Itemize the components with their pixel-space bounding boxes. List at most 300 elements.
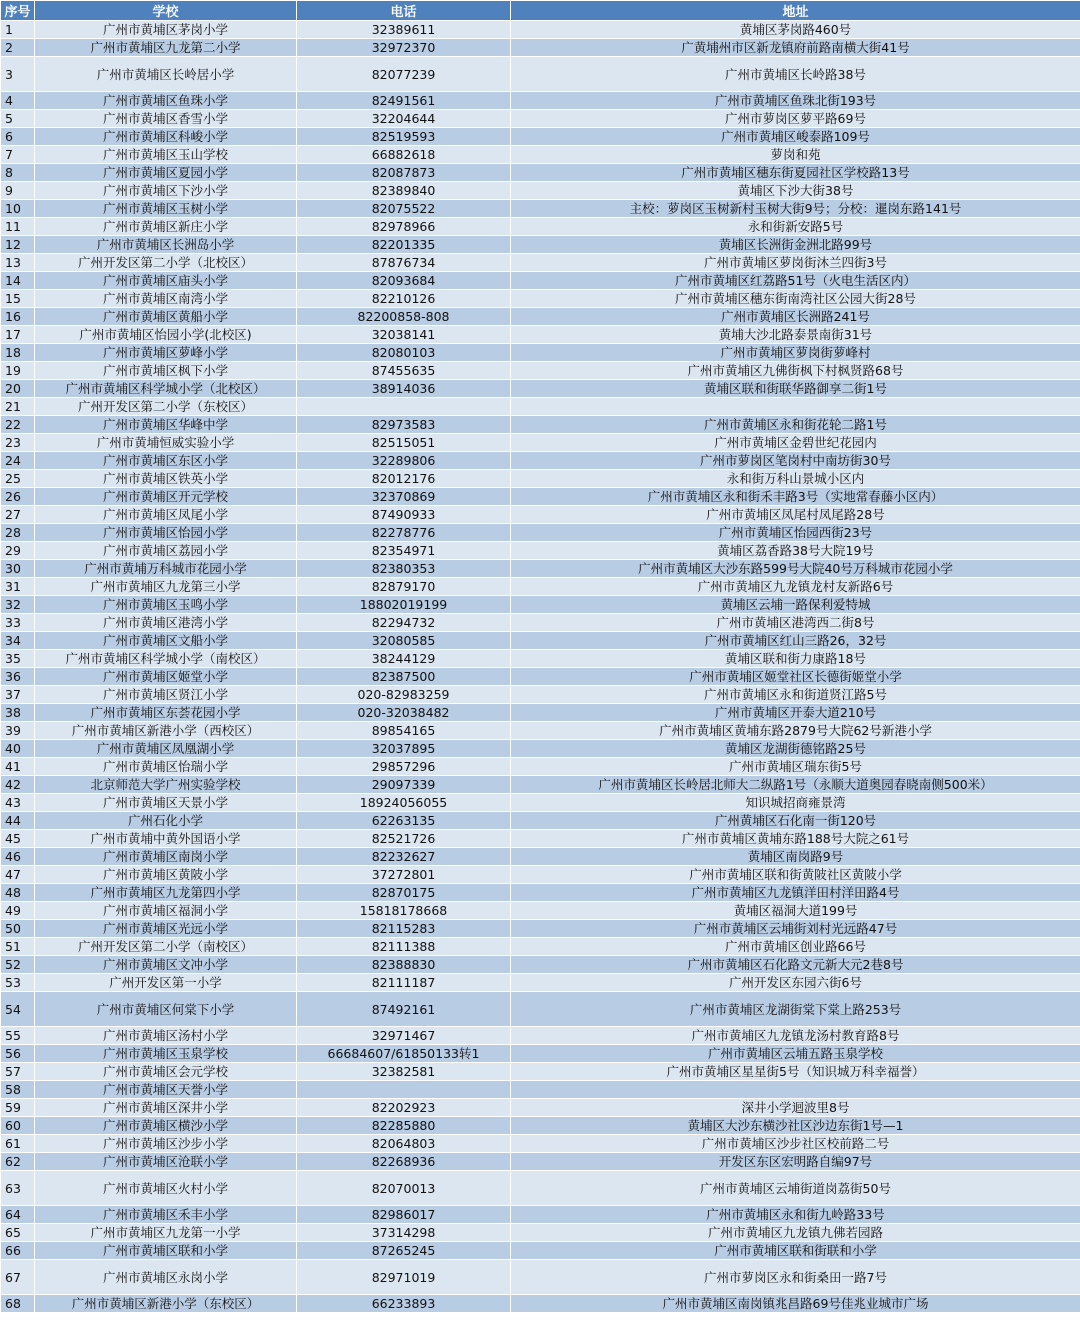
cell-index: 5: [1, 110, 35, 128]
cell-index: 1: [1, 21, 35, 39]
cell-address: 广州市黄埔区长洲路241号: [511, 308, 1080, 326]
table-row: [1, 776, 1080, 794]
table-row: [1, 308, 1080, 326]
table-row: [1, 1260, 1080, 1295]
cell-phone: 82978966: [297, 218, 511, 236]
cell-index: 39: [1, 722, 35, 740]
cell-phone: 62263135: [297, 812, 511, 830]
cell-school: 广州市黄埔区天景小学: [35, 794, 297, 812]
table-row: [1, 686, 1080, 704]
cell-index: 54: [1, 992, 35, 1027]
cell-phone: 82380353: [297, 560, 511, 578]
cell-address: 广州市黄埔区龙湖街棠下棠上路253号: [511, 992, 1080, 1027]
cell-phone: 32038141: [297, 326, 511, 344]
cell-school: 广州市黄埔区火村小学: [35, 1171, 297, 1206]
cell-phone: 37314298: [297, 1224, 511, 1242]
cell-school: 广州市黄埔区开元学校: [35, 488, 297, 506]
cell-school: 广州市黄埔恒威实验小学: [35, 434, 297, 452]
cell-address: 黄埔区下沙大街38号: [511, 182, 1080, 200]
cell-address: 广黄埔州市区新龙镇府前路南横大街41号: [511, 39, 1080, 57]
cell-phone: 32037895: [297, 740, 511, 758]
cell-phone: 87265245: [297, 1242, 511, 1260]
cell-phone: 82075522: [297, 200, 511, 218]
cell-address: 广州市黄埔区姬堂社区长德街姬堂小学: [511, 668, 1080, 686]
cell-school: 广州石化小学: [35, 812, 297, 830]
cell-school: 广州市黄埔区九龙第三小学: [35, 578, 297, 596]
cell-phone: 82285880: [297, 1117, 511, 1135]
cell-school: 广州市黄埔区会元学校: [35, 1063, 297, 1081]
cell-index: 60: [1, 1117, 35, 1135]
cell-phone: 82111187: [297, 974, 511, 992]
cell-index: 50: [1, 920, 35, 938]
cell-phone: 66882618: [297, 146, 511, 164]
cell-school: 广州市黄埔区怡园小学(北校区): [35, 326, 297, 344]
header-address: 地址: [511, 1, 1080, 21]
cell-school: 广州市黄埔区九龙第二小学: [35, 39, 297, 57]
cell-phone: 82986017: [297, 1206, 511, 1224]
cell-school: 广州市黄埔区玉泉学校: [35, 1045, 297, 1063]
table-row: [1, 542, 1080, 560]
cell-phone: 66233893: [297, 1295, 511, 1313]
table-row: [1, 434, 1080, 452]
cell-address: 广州市黄埔区云埔五路玉泉学校: [511, 1045, 1080, 1063]
cell-address: 黄埔区云埔一路保利爱特城: [511, 596, 1080, 614]
cell-phone: 15818178668: [297, 902, 511, 920]
cell-school: 广州市黄埔区东荟花园小学: [35, 704, 297, 722]
cell-school: 广州市黄埔区玉树小学: [35, 200, 297, 218]
cell-address: 永和街新安路5号: [511, 218, 1080, 236]
cell-phone: 87876734: [297, 254, 511, 272]
cell-index: 46: [1, 848, 35, 866]
cell-index: 27: [1, 506, 35, 524]
table-row: [1, 326, 1080, 344]
cell-school: 广州市黄埔区科峻小学: [35, 128, 297, 146]
cell-school: 广州市黄埔区荔园小学: [35, 542, 297, 560]
cell-address: 广州市黄埔区黄埔东路2879号大院62号新港小学: [511, 722, 1080, 740]
cell-address: 广州市黄埔区怡园西街23号: [511, 524, 1080, 542]
table-body: [1, 21, 1080, 1313]
cell-address: 广州市黄埔区穗东街南湾社区公园大街28号: [511, 290, 1080, 308]
cell-school: 广州市黄埔区新港小学（西校区）: [35, 722, 297, 740]
table-row: [1, 1063, 1080, 1081]
table-row: [1, 884, 1080, 902]
cell-phone: 020-82983259: [297, 686, 511, 704]
cell-school: 广州市黄埔区香雪小学: [35, 110, 297, 128]
cell-address: 广州市黄埔区南岗镇兆昌路69号佳兆业城市广场: [511, 1295, 1080, 1313]
cell-school: 广州市黄埔区华峰中学: [35, 416, 297, 434]
cell-index: 7: [1, 146, 35, 164]
cell-address: 广州市黄埔区星星街5号（知识城万科幸福誉）: [511, 1063, 1080, 1081]
cell-index: 62: [1, 1153, 35, 1171]
table-row: [1, 848, 1080, 866]
cell-school: 广州市黄埔区汤村小学: [35, 1027, 297, 1045]
table-row: [1, 110, 1080, 128]
cell-phone: 32289806: [297, 452, 511, 470]
cell-phone: 87492161: [297, 992, 511, 1027]
cell-address: 开发区东区宏明路自编97号: [511, 1153, 1080, 1171]
table-row: [1, 668, 1080, 686]
table-row: [1, 1117, 1080, 1135]
cell-index: 43: [1, 794, 35, 812]
cell-phone: 82115283: [297, 920, 511, 938]
table-row: [1, 1099, 1080, 1117]
table-row: [1, 722, 1080, 740]
cell-address: 广州市黄埔区开泰大道210号: [511, 704, 1080, 722]
cell-phone: 18924056055: [297, 794, 511, 812]
cell-index: 11: [1, 218, 35, 236]
table-row: [1, 1242, 1080, 1260]
cell-phone: 82519593: [297, 128, 511, 146]
header-index: 序号: [1, 1, 35, 21]
table-row: [1, 272, 1080, 290]
table-row: [1, 488, 1080, 506]
cell-phone: 82515051: [297, 434, 511, 452]
cell-address: 广州市黄埔区联和街联和小学: [511, 1242, 1080, 1260]
table-row: [1, 1295, 1080, 1313]
cell-phone: 82200858-808: [297, 308, 511, 326]
cell-index: 33: [1, 614, 35, 632]
cell-school: 广州市黄埔区凤凰湖小学: [35, 740, 297, 758]
cell-address: 广州市黄埔区九龙镇龙村友新路6号: [511, 578, 1080, 596]
cell-phone: 87490933: [297, 506, 511, 524]
cell-index: 68: [1, 1295, 35, 1313]
cell-index: 9: [1, 182, 35, 200]
cell-school: 广州开发区第二小学（东校区）: [35, 398, 297, 416]
cell-address: 广州市黄埔区长岭路38号: [511, 57, 1080, 92]
table-row: [1, 1224, 1080, 1242]
cell-school: 广州市黄埔区鱼珠小学: [35, 92, 297, 110]
header-row: [1, 1, 1080, 21]
cell-phone: 82210126: [297, 290, 511, 308]
cell-school: 广州开发区第二小学（南校区）: [35, 938, 297, 956]
cell-index: 57: [1, 1063, 35, 1081]
cell-school: 广州市黄埔区深井小学: [35, 1099, 297, 1117]
cell-address: 广州市黄埔区鱼珠北街193号: [511, 92, 1080, 110]
cell-phone: 82087873: [297, 164, 511, 182]
cell-address: 广州市黄埔区永和街道贤江路5号: [511, 686, 1080, 704]
table-row: [1, 992, 1080, 1027]
cell-phone: 32204644: [297, 110, 511, 128]
cell-school: 广州开发区第一小学: [35, 974, 297, 992]
cell-index: 38: [1, 704, 35, 722]
cell-phone: 32389611: [297, 21, 511, 39]
cell-index: 29: [1, 542, 35, 560]
cell-index: 67: [1, 1260, 35, 1295]
cell-address: 广州市黄埔区永和街禾丰路3号（实地常春藤小区内）: [511, 488, 1080, 506]
cell-phone: 18802019199: [297, 596, 511, 614]
table-row: [1, 380, 1080, 398]
cell-address: 广州黄埔区石化南一街120号: [511, 812, 1080, 830]
cell-index: 65: [1, 1224, 35, 1242]
cell-index: 19: [1, 362, 35, 380]
cell-address: 广州市黄埔区峻泰路109号: [511, 128, 1080, 146]
cell-phone: 82080103: [297, 344, 511, 362]
cell-school: 广州市黄埔区黄船小学: [35, 308, 297, 326]
table-row: [1, 578, 1080, 596]
table-row: [1, 1081, 1080, 1099]
cell-index: 40: [1, 740, 35, 758]
cell-address: 广州市黄埔区长岭居北师大二纵路1号（永顺大道奥园春晓南侧500米）: [511, 776, 1080, 794]
cell-address: 广州市萝岗区永和街桑田一路7号: [511, 1260, 1080, 1295]
table-row: [1, 398, 1080, 416]
cell-index: 26: [1, 488, 35, 506]
cell-index: 30: [1, 560, 35, 578]
table-row: [1, 1153, 1080, 1171]
cell-index: 20: [1, 380, 35, 398]
table-row: [1, 1171, 1080, 1206]
cell-address: 广州市黄埔区云埔街道岗荔街50号: [511, 1171, 1080, 1206]
cell-school: 广州市黄埔区何棠下小学: [35, 992, 297, 1027]
cell-phone: 82093684: [297, 272, 511, 290]
cell-phone: 82232627: [297, 848, 511, 866]
cell-index: 8: [1, 164, 35, 182]
cell-school: 广州市黄埔区科学城小学（南校区）: [35, 650, 297, 668]
cell-phone: 29857296: [297, 758, 511, 776]
table-row: [1, 470, 1080, 488]
table-row: [1, 758, 1080, 776]
cell-address: 广州市黄埔区萝岗街萝峰村: [511, 344, 1080, 362]
cell-school: 广州开发区第二小学（北校区）: [35, 254, 297, 272]
cell-phone: 020-32038482: [297, 704, 511, 722]
cell-address: 广州市黄埔区瑞东街5号: [511, 758, 1080, 776]
cell-school: 广州市黄埔区联和小学: [35, 1242, 297, 1260]
cell-school: 广州市黄埔区怡瑞小学: [35, 758, 297, 776]
cell-address: 广州市萝岗区笔岗村中南坊街30号: [511, 452, 1080, 470]
cell-index: 47: [1, 866, 35, 884]
table-row: [1, 506, 1080, 524]
table-row: [1, 632, 1080, 650]
cell-phone: 82201335: [297, 236, 511, 254]
cell-phone: [297, 398, 511, 416]
cell-index: 12: [1, 236, 35, 254]
cell-index: 48: [1, 884, 35, 902]
cell-school: 广州市黄埔区长洲岛小学: [35, 236, 297, 254]
cell-index: 25: [1, 470, 35, 488]
cell-index: 64: [1, 1206, 35, 1224]
cell-school: 广州市黄埔区南岗小学: [35, 848, 297, 866]
cell-school: 广州市黄埔区枫下小学: [35, 362, 297, 380]
cell-index: 13: [1, 254, 35, 272]
cell-index: 21: [1, 398, 35, 416]
table-row: [1, 524, 1080, 542]
cell-phone: 82070013: [297, 1171, 511, 1206]
cell-phone: 89854165: [297, 722, 511, 740]
cell-address: 广州市黄埔区沙步社区校前路二号: [511, 1135, 1080, 1153]
table-row: [1, 938, 1080, 956]
cell-school: 广州市黄埔区萝峰小学: [35, 344, 297, 362]
cell-index: 52: [1, 956, 35, 974]
cell-index: 55: [1, 1027, 35, 1045]
cell-address: 黄埔区福洞大道199号: [511, 902, 1080, 920]
cell-index: 53: [1, 974, 35, 992]
cell-phone: 82388830: [297, 956, 511, 974]
cell-index: 4: [1, 92, 35, 110]
cell-index: 63: [1, 1171, 35, 1206]
cell-address: 广州市黄埔区创业路66号: [511, 938, 1080, 956]
cell-school: 广州市黄埔区铁英小学: [35, 470, 297, 488]
cell-index: 51: [1, 938, 35, 956]
cell-school: 广州市黄埔区港湾小学: [35, 614, 297, 632]
table-row: [1, 812, 1080, 830]
cell-index: 15: [1, 290, 35, 308]
cell-address: 黄埔大沙北路泰景南街31号: [511, 326, 1080, 344]
cell-school: 广州市黄埔区横沙小学: [35, 1117, 297, 1135]
cell-phone: 82973583: [297, 416, 511, 434]
cell-school: 广州市黄埔区科学城小学（北校区）: [35, 380, 297, 398]
table-row: [1, 200, 1080, 218]
cell-address: 广州市黄埔区萝岗街沐兰四街3号: [511, 254, 1080, 272]
cell-index: 10: [1, 200, 35, 218]
cell-phone: 82111388: [297, 938, 511, 956]
table-row: [1, 92, 1080, 110]
cell-address: 广州市黄埔区黄埔东路188号大院之61号: [511, 830, 1080, 848]
cell-index: 41: [1, 758, 35, 776]
cell-phone: 82202923: [297, 1099, 511, 1117]
cell-school: 广州市黄埔区怡园小学: [35, 524, 297, 542]
cell-phone: 82268936: [297, 1153, 511, 1171]
table-row: [1, 740, 1080, 758]
cell-school: 广州市黄埔区天誉小学: [35, 1081, 297, 1099]
cell-address: 广州市萝岗区萝平路69号: [511, 110, 1080, 128]
cell-index: 14: [1, 272, 35, 290]
cell-index: 6: [1, 128, 35, 146]
cell-address: 广州市黄埔区九龙镇龙汤村教育路8号: [511, 1027, 1080, 1045]
cell-school: 广州市黄埔区东区小学: [35, 452, 297, 470]
cell-school: 广州市黄埔区禾丰小学: [35, 1206, 297, 1224]
cell-address: 广州市黄埔区凤尾村凤尾路28号: [511, 506, 1080, 524]
cell-address: 黄埔区长洲街金洲北路99号: [511, 236, 1080, 254]
cell-school: 广州市黄埔区新港小学（东校区）: [35, 1295, 297, 1313]
cell-phone: 82064803: [297, 1135, 511, 1153]
cell-school: 广州市黄埔万科城市花园小学: [35, 560, 297, 578]
cell-school: 广州市黄埔区下沙小学: [35, 182, 297, 200]
cell-address: 黄埔区龙湖街德铭路25号: [511, 740, 1080, 758]
cell-address: 广州市黄埔区云埔街刘村光远路47号: [511, 920, 1080, 938]
cell-phone: 29097339: [297, 776, 511, 794]
cell-school: 广州市黄埔区庙头小学: [35, 272, 297, 290]
table-row: [1, 254, 1080, 272]
table-row: [1, 146, 1080, 164]
table-row: [1, 920, 1080, 938]
cell-phone: 82278776: [297, 524, 511, 542]
table-row: [1, 794, 1080, 812]
cell-index: 28: [1, 524, 35, 542]
table-row: [1, 614, 1080, 632]
cell-index: 17: [1, 326, 35, 344]
cell-address: 广州市黄埔区九佛街枫下村枫贤路68号: [511, 362, 1080, 380]
cell-address: 广州开发区东园六街6号: [511, 974, 1080, 992]
cell-phone: 38244129: [297, 650, 511, 668]
cell-index: 2: [1, 39, 35, 57]
cell-phone: 82077239: [297, 57, 511, 92]
cell-school: 广州市黄埔区凤尾小学: [35, 506, 297, 524]
cell-phone: 82294732: [297, 614, 511, 632]
table-row: [1, 1135, 1080, 1153]
header-phone: 电话: [297, 1, 511, 21]
cell-index: 37: [1, 686, 35, 704]
cell-school: 广州市黄埔区光远小学: [35, 920, 297, 938]
cell-phone: 38914036: [297, 380, 511, 398]
table-row: [1, 218, 1080, 236]
cell-school: 广州市黄埔区长岭居小学: [35, 57, 297, 92]
cell-phone: 32972370: [297, 39, 511, 57]
cell-address: 广州市黄埔区穗东街夏园社区学校路13号: [511, 164, 1080, 182]
cell-index: 18: [1, 344, 35, 362]
table-row: [1, 344, 1080, 362]
cell-address: 黄埔区南岗路9号: [511, 848, 1080, 866]
table-row: [1, 830, 1080, 848]
cell-phone: 82389840: [297, 182, 511, 200]
table-row: [1, 704, 1080, 722]
cell-phone: 82971019: [297, 1260, 511, 1295]
table-row: [1, 974, 1080, 992]
cell-address: 广州市黄埔区九龙镇九佛若园路: [511, 1224, 1080, 1242]
table-row: [1, 596, 1080, 614]
cell-address: 广州市黄埔区港湾西二街8号: [511, 614, 1080, 632]
cell-index: 35: [1, 650, 35, 668]
cell-phone: 32080585: [297, 632, 511, 650]
cell-index: 3: [1, 57, 35, 92]
cell-address: 广州市黄埔区红山三路26，32号: [511, 632, 1080, 650]
cell-school: 广州市黄埔区茅岗小学: [35, 21, 297, 39]
cell-school: 广州市黄埔区沙步小学: [35, 1135, 297, 1153]
cell-address: 永和街万科山景城小区内: [511, 470, 1080, 488]
table-row: [1, 164, 1080, 182]
cell-school: 广州市黄埔区文船小学: [35, 632, 297, 650]
table-row: [1, 416, 1080, 434]
table-row: [1, 362, 1080, 380]
table-row: [1, 650, 1080, 668]
header-school: 学校: [35, 1, 297, 21]
table-row: [1, 902, 1080, 920]
cell-phone: 32370869: [297, 488, 511, 506]
cell-index: 49: [1, 902, 35, 920]
cell-school: 广州市黄埔区贤江小学: [35, 686, 297, 704]
cell-index: 24: [1, 452, 35, 470]
cell-school: 广州市黄埔区玉山学校: [35, 146, 297, 164]
cell-address: 知识城招商雍景湾: [511, 794, 1080, 812]
cell-index: 16: [1, 308, 35, 326]
cell-address: 黄埔区联和街力康路18号: [511, 650, 1080, 668]
table-row: [1, 182, 1080, 200]
cell-phone: 66684607/61850133转1: [297, 1045, 511, 1063]
table-row: [1, 57, 1080, 92]
cell-school: 广州市黄埔区九龙第四小学: [35, 884, 297, 902]
cell-school: 广州市黄埔区沧联小学: [35, 1153, 297, 1171]
cell-index: 58: [1, 1081, 35, 1099]
cell-index: 31: [1, 578, 35, 596]
cell-school: 广州市黄埔区福洞小学: [35, 902, 297, 920]
cell-school: 广州市黄埔区黄陂小学: [35, 866, 297, 884]
cell-index: 34: [1, 632, 35, 650]
cell-address: 黄埔区茅岗路460号: [511, 21, 1080, 39]
cell-school: 北京师范大学广州实验学校: [35, 776, 297, 794]
cell-index: 56: [1, 1045, 35, 1063]
cell-address: 深井小学迴波里8号: [511, 1099, 1080, 1117]
cell-school: 广州市黄埔区永岗小学: [35, 1260, 297, 1295]
cell-address: 广州市黄埔区大沙东路599号大院40号万科城市花园小学: [511, 560, 1080, 578]
cell-address: 黄埔区联和街联华路御享二街1号: [511, 380, 1080, 398]
cell-address: 广州市黄埔区联和街黄陂社区黄陂小学: [511, 866, 1080, 884]
cell-school: 广州市黄埔区夏园小学: [35, 164, 297, 182]
cell-phone: 82521726: [297, 830, 511, 848]
cell-phone: 87455635: [297, 362, 511, 380]
cell-address: [511, 1081, 1080, 1099]
table-row: [1, 128, 1080, 146]
table-row: [1, 1206, 1080, 1224]
cell-phone: 82879170: [297, 578, 511, 596]
cell-phone: 82354971: [297, 542, 511, 560]
